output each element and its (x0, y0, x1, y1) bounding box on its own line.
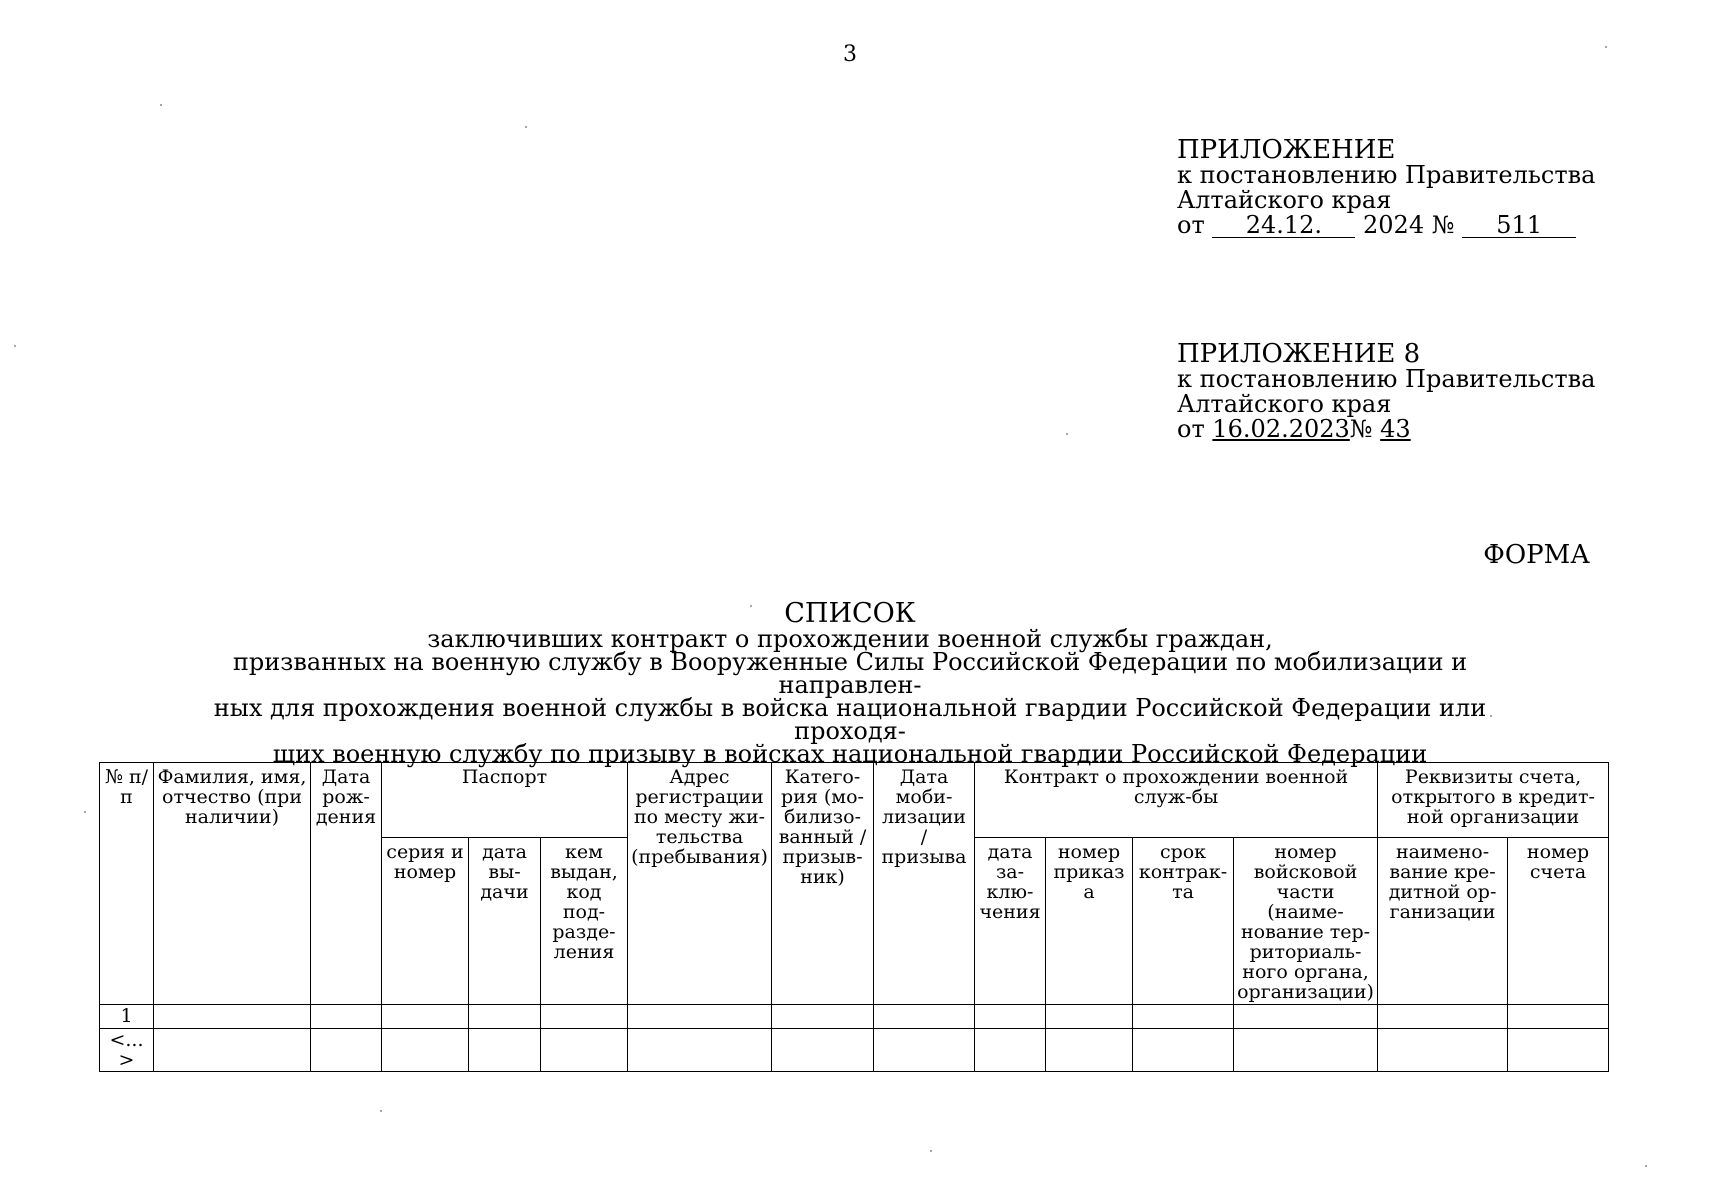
document-title (170, 600, 1530, 766)
scan-speck (14, 345, 16, 347)
header-num: № п/п (100, 763, 154, 1005)
appendix-amended-title: ПРИЛОЖЕНИЕ 8 (1177, 339, 1421, 369)
number-label: № (1431, 211, 1455, 239)
header-fio: Фамилия, имя, отчество (при наличии) (154, 763, 311, 1005)
header-address: Адрес регистрации по месту жи-тельства (пребывания) (628, 763, 772, 1005)
header-contract-term: срок контрак-та (1133, 838, 1234, 1005)
scan-speck (750, 605, 752, 607)
header-contract-unit: номер войсковой части (наиме-нование тер-риториаль-ного органа, организации) (1234, 838, 1378, 1005)
appendix-amended-number: 43 (1380, 415, 1411, 443)
number-label: № (1349, 415, 1373, 443)
appendix-amended-line2: Алтайского края (1177, 390, 1392, 418)
header-contract-order: номер приказа (1046, 838, 1133, 1005)
form-label: ФОРМА (1483, 540, 1590, 570)
header-mobilization-date: Дата моби-лизации / призыва (874, 763, 975, 1005)
page-number: 3 (843, 42, 857, 67)
appendix-amended (1177, 339, 1596, 443)
document-title-line: щих военную службу по призыву в войсках национальной гвардии Российской Федерации (272, 740, 1428, 768)
scan-speck (1490, 715, 1492, 717)
scan-speck (1605, 46, 1607, 48)
from-label: от (1177, 211, 1205, 239)
header-passport-date: дата вы-дачи (469, 838, 541, 1005)
document-title-main: СПИСОК (784, 598, 916, 629)
appendix-amended-line1: к постановлению Правительства (1177, 365, 1596, 393)
header-birth-date: Дата рож-дения (311, 763, 382, 1005)
appendix-amended-date: 16.02.2023 (1212, 415, 1350, 443)
appendix-current-date: 24.12. (1212, 213, 1355, 238)
scan-speck (380, 1110, 382, 1112)
appendix-amended-ref (1177, 417, 1595, 442)
scan-speck (525, 126, 527, 128)
header-passport-issuer: кем выдан, код под-разде-ления (541, 838, 628, 1005)
table-row (100, 1029, 1609, 1072)
document-title-line: ных для прохождения военной службы в войска национальной гвардии Российской Федерации или проходя- (213, 694, 1487, 745)
appendix-current-ref (1177, 213, 1595, 238)
scan-speck (1066, 433, 1068, 435)
row-number: 1 (100, 1005, 154, 1029)
header-passport: Паспорт (382, 763, 628, 838)
header-category: Катего-рия (мо-билизо-ванный / призыв-ник) (772, 763, 874, 1005)
header-contract: Контракт о прохождении военной служ-бы (975, 763, 1378, 838)
scan-speck (1645, 1165, 1647, 1167)
table-row (100, 1005, 1609, 1029)
scan-speck (160, 104, 162, 106)
header-contract-date: дата за-клю-чения (975, 838, 1046, 1005)
appendix-current-line1: к постановлению Правительства (1177, 161, 1596, 189)
document-title-line: заключивших контракт о прохождении военной службы граждан, (427, 625, 1273, 653)
scan-speck (930, 1150, 932, 1152)
header-bank-name: наимено-вание кре-дитной ор-ганизации (1378, 838, 1508, 1005)
appendix-current-line2: Алтайского края (1177, 186, 1392, 214)
header-passport-series: серия и номер (382, 838, 469, 1005)
appendix-current-title: ПРИЛОЖЕНИЕ (1177, 135, 1396, 165)
row-number: <...> (100, 1029, 154, 1072)
from-label: от (1177, 415, 1205, 443)
registry-table (99, 762, 1609, 1072)
appendix-current-number: 511 (1462, 213, 1576, 238)
document-title-line: призванных на военную службу в Вооруженные Силы Российской Федерации по мобилизации и направлен- (232, 648, 1468, 699)
appendix-current-year: 2024 (1363, 211, 1425, 239)
appendix-current (1177, 135, 1596, 239)
scan-speck (84, 811, 86, 813)
header-bank: Реквизиты счета, открытого в кредит-ной организации (1378, 763, 1609, 838)
header-bank-account: номер счета (1508, 838, 1609, 1005)
